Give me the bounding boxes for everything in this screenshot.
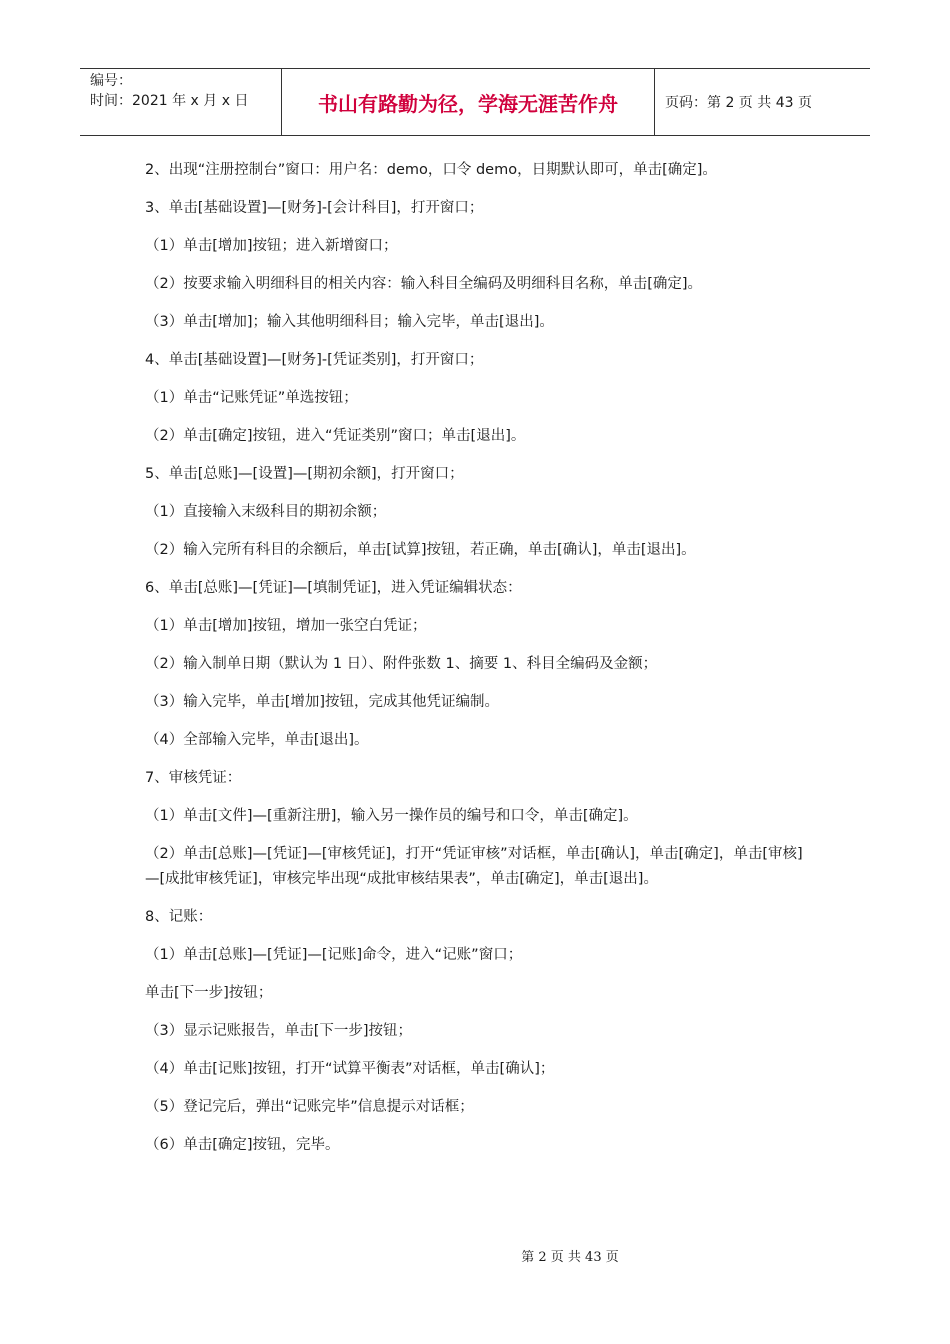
paragraph: （1）单击“记账凭证”单选按钮；: [145, 390, 358, 406]
paragraph: 7、审核凭证：: [145, 770, 242, 786]
paragraph: （2）输入完所有科目的余额后，单击[试算]按钮，若正确，单击[确认]，单击[退出]。: [145, 542, 696, 558]
paragraph: 5、单击[总账]—[设置]—[期初余额]，打开窗口；: [145, 466, 464, 482]
page-footer: 第 2 页 共 43 页: [521, 1250, 619, 1265]
document-body: [145, 158, 815, 1171]
paragraph: （3）输入完毕，单击[增加]按钮，完成其他凭证编制。: [145, 694, 500, 710]
paragraph: 4、单击[基础设置]—[财务]-[凭证类别]，打开窗口；: [145, 352, 484, 368]
paragraph: （2）按要求输入明细科目的相关内容：输入科目全编码及明细科目名称，单击[确定]。: [145, 276, 703, 292]
paragraph: （1）单击[总账]—[凭证]—[记账]命令，进入“记账”窗口；: [145, 947, 523, 963]
header-motto: 书山有路勤为径，学海无涯苦作舟: [282, 69, 655, 135]
time-label: 时间：2021 年 x 月 x 日: [90, 93, 249, 109]
paragraph: 6、单击[总账]—[凭证]—[填制凭证]，进入凭证编辑状态：: [145, 580, 522, 596]
paragraph: （1）单击[增加]按钮，增加一张空白凭证；: [145, 618, 427, 634]
paragraph: （4）单击[记账]按钮，打开“试算平衡表”对话框，单击[确认]；: [145, 1061, 555, 1077]
paragraph: 3、单击[基础设置]—[财务]-[会计科目]，打开窗口；: [145, 200, 484, 216]
paragraph: （3）显示记账报告，单击[下一步]按钮；: [145, 1023, 413, 1039]
paragraph: （1）单击[文件]—[重新注册]，输入另一操作员的编号和口令，单击[确定]。: [145, 808, 638, 824]
paragraph: 单击[下一步]按钮；: [145, 985, 273, 1001]
paragraph: （5）登记完后，弹出“记账完毕”信息提示对话框；: [145, 1099, 474, 1115]
page-header: [80, 68, 870, 136]
paragraph: （2）输入制单日期（默认为 1 日）、附件张数 1、摘要 1、科目全编码及金额；: [145, 656, 658, 672]
paragraph: （4）全部输入完毕，单击[退出]。: [145, 732, 369, 748]
paragraph: （1）直接输入末级科目的期初余额；: [145, 504, 387, 520]
paragraph: （3）单击[增加]；输入其他明细科目；输入完毕，单击[退出]。: [145, 314, 554, 330]
paragraph: （2）单击[确定]按钮，进入“凭证类别”窗口；单击[退出]。: [145, 428, 526, 444]
paragraph: （2）单击[总账]—[凭证]—[审核凭证]，打开“凭证审核”对话框，单击[确认]，单击[确定]，单击[审核]—[成批审核凭证]，审核完毕出现“成批审核结果表”，单击[确定]，单击[退出]。: [145, 846, 803, 887]
number-label: 编号：: [90, 73, 132, 89]
paragraph: （6）单击[确定]按钮，完毕。: [145, 1137, 340, 1153]
header-meta: [80, 69, 282, 135]
paragraph: 2、出现“注册控制台”窗口：用户名：demo，口令 demo，日期默认即可，单击[确定]。: [145, 162, 717, 178]
paragraph: 8、记账：: [145, 909, 213, 925]
paragraph: （1）单击[增加]按钮；进入新增窗口；: [145, 238, 398, 254]
header-page-number: 页码：第 2 页 共 43 页: [665, 95, 812, 111]
